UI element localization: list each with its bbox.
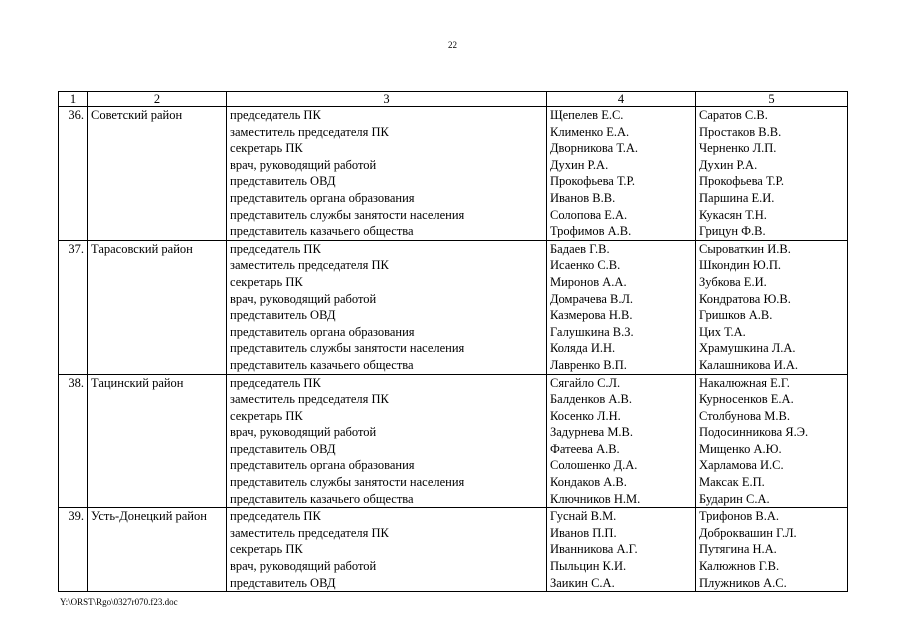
member-name: Коляда И.Н. (550, 341, 616, 356)
member-name: Прокофьева Т.Р. (699, 174, 784, 189)
member-name: Кондаков А.В. (550, 475, 627, 490)
member-name: Заикин С.А. (550, 575, 615, 590)
header-col-1: 1 (59, 92, 88, 107)
position-line: представитель органа образования (230, 458, 415, 473)
member-list-col5 (696, 240, 848, 374)
position-line: заместитель председателя ПК (230, 258, 389, 273)
position-line: заместитель председателя ПК (230, 392, 389, 407)
table-row (59, 374, 848, 508)
member-list-col4 (547, 107, 696, 241)
member-name: Задурнева М.В. (550, 425, 634, 440)
position-line: представитель органа образования (230, 190, 415, 205)
position-line: представитель ОВД (230, 575, 336, 590)
position-line: представитель казачьего общества (230, 357, 414, 372)
position-line: представитель казачьего общества (230, 224, 414, 239)
row-number: 37. (59, 240, 88, 374)
member-name: Шкондин Ю.П. (699, 258, 781, 273)
row-number: 38. (59, 374, 88, 508)
member-name: Исаенко С.В. (550, 258, 621, 273)
member-name: Бадаев Г.В. (550, 241, 610, 256)
member-name: Калюжнов Г.В. (699, 559, 780, 574)
member-name: Харламова И.С. (699, 458, 784, 473)
member-name: Столбунова М.В. (699, 408, 790, 423)
position-line: врач, руководящий работой (230, 425, 377, 440)
member-name: Духин Р.А. (699, 157, 758, 172)
member-name: Дворникова Т.А. (550, 141, 638, 156)
member-name: Мищенко А.Ю. (699, 441, 782, 456)
member-name: Прокофьева Т.Р. (550, 174, 635, 189)
member-name: Доброквашин Г.Л. (699, 525, 797, 540)
member-name: Храмушкина Л.А. (699, 341, 796, 356)
member-name: Бударин С.А. (699, 491, 770, 506)
member-list-col4 (547, 508, 696, 592)
member-name: Трофимов А.В. (550, 224, 632, 239)
position-line: представитель казачьего общества (230, 491, 414, 506)
member-name: Грицун Ф.В. (699, 224, 766, 239)
member-name: Лавренко В.П. (550, 357, 627, 372)
position-line: секретарь ПК (230, 141, 303, 156)
district-name: Тарасовский район (88, 240, 227, 374)
member-name: Подосинникова Я.Э. (699, 425, 809, 440)
row-number: 39. (59, 508, 88, 592)
table-header-row (59, 92, 848, 107)
position-line: представитель службы занятости населения (230, 207, 465, 222)
member-name: Сягайло С.Л. (550, 375, 621, 390)
footer-file-path: Y:\ORST\Rgo\0327r070.f23.doc (60, 597, 178, 607)
member-name: Иванов П.П. (550, 525, 617, 540)
position-line: председатель ПК (230, 108, 321, 122)
member-name: Клименко Е.А. (550, 124, 630, 139)
member-list-col4 (547, 374, 696, 508)
position-line: секретарь ПК (230, 408, 303, 423)
member-name: Иванов В.В. (550, 190, 616, 205)
district-name: Советский район (88, 107, 227, 241)
position-line: представитель органа образования (230, 324, 415, 339)
header-col-2: 2 (88, 92, 227, 107)
member-list-col5 (696, 374, 848, 508)
member-name: Щепелев Е.С. (550, 108, 624, 122)
member-name: Черненко Л.П. (699, 141, 777, 156)
commission-table (58, 91, 848, 592)
member-name: Солопова Е.А. (550, 207, 628, 222)
member-list-col4 (547, 240, 696, 374)
member-name: Казмерова Н.В. (550, 308, 633, 323)
position-line: представитель ОВД (230, 441, 336, 456)
header-col-5: 5 (696, 92, 848, 107)
position-line: врач, руководящий работой (230, 559, 377, 574)
position-list (227, 508, 547, 592)
member-name: Накалюжная Е.Г. (699, 375, 790, 390)
member-name: Максак Е.П. (699, 475, 765, 490)
position-line: представитель ОВД (230, 308, 336, 323)
position-list (227, 374, 547, 508)
member-name: Плужников А.С. (699, 575, 787, 590)
member-name: Путягина Н.А. (699, 542, 777, 557)
position-line: представитель ОВД (230, 174, 336, 189)
header-col-4: 4 (547, 92, 696, 107)
member-name: Ключников Н.М. (550, 491, 641, 506)
member-name: Солошенко Д.А. (550, 458, 638, 473)
position-line: врач, руководящий работой (230, 157, 377, 172)
member-name: Миронов А.А. (550, 274, 627, 289)
member-list-col5 (696, 107, 848, 241)
position-line: заместитель председателя ПК (230, 525, 389, 540)
member-name: Балденков А.В. (550, 392, 633, 407)
table-row (59, 508, 848, 592)
member-name: Галушкина В.З. (550, 324, 634, 339)
position-line: врач, руководящий работой (230, 291, 377, 306)
member-name: Гришков А.В. (699, 308, 773, 323)
member-list-col5 (696, 508, 848, 592)
table-row (59, 107, 848, 241)
member-name: Курносенков Е.А. (699, 392, 794, 407)
position-line: председатель ПК (230, 375, 321, 390)
page-number: 22 (448, 40, 457, 50)
member-name: Домрачева В.Л. (550, 291, 634, 306)
member-name: Косенко Л.Н. (550, 408, 621, 423)
member-name: Духин Р.А. (550, 157, 609, 172)
position-line: заместитель председателя ПК (230, 124, 389, 139)
member-name: Саратов С.В. (699, 108, 768, 122)
member-name: Простаков В.В. (699, 124, 782, 139)
district-name: Усть-Донецкий район (88, 508, 227, 592)
position-list (227, 240, 547, 374)
member-name: Зубкова Е.И. (699, 274, 767, 289)
member-name: Кондратова Ю.В. (699, 291, 791, 306)
position-line: председатель ПК (230, 241, 321, 256)
position-list (227, 107, 547, 241)
header-col-3: 3 (227, 92, 547, 107)
member-name: Калашникова И.А. (699, 357, 799, 372)
position-line: секретарь ПК (230, 274, 303, 289)
position-line: секретарь ПК (230, 542, 303, 557)
member-name: Иванникова А.Г. (550, 542, 638, 557)
member-name: Гуснай В.М. (550, 509, 617, 524)
position-line: представитель службы занятости населения (230, 475, 465, 490)
member-name: Сыроваткин И.В. (699, 241, 791, 256)
member-name: Фатеева А.В. (550, 441, 620, 456)
member-name: Паршина Е.И. (699, 190, 775, 205)
table-row (59, 240, 848, 374)
member-name: Трифонов В.А. (699, 509, 780, 524)
district-name: Тацинский район (88, 374, 227, 508)
position-line: представитель службы занятости населения (230, 341, 465, 356)
row-number: 36. (59, 107, 88, 241)
position-line: председатель ПК (230, 509, 321, 524)
member-name: Пыльцин К.И. (550, 559, 627, 574)
member-name: Цих Т.А. (699, 324, 746, 339)
member-name: Кукасян Т.Н. (699, 207, 767, 222)
